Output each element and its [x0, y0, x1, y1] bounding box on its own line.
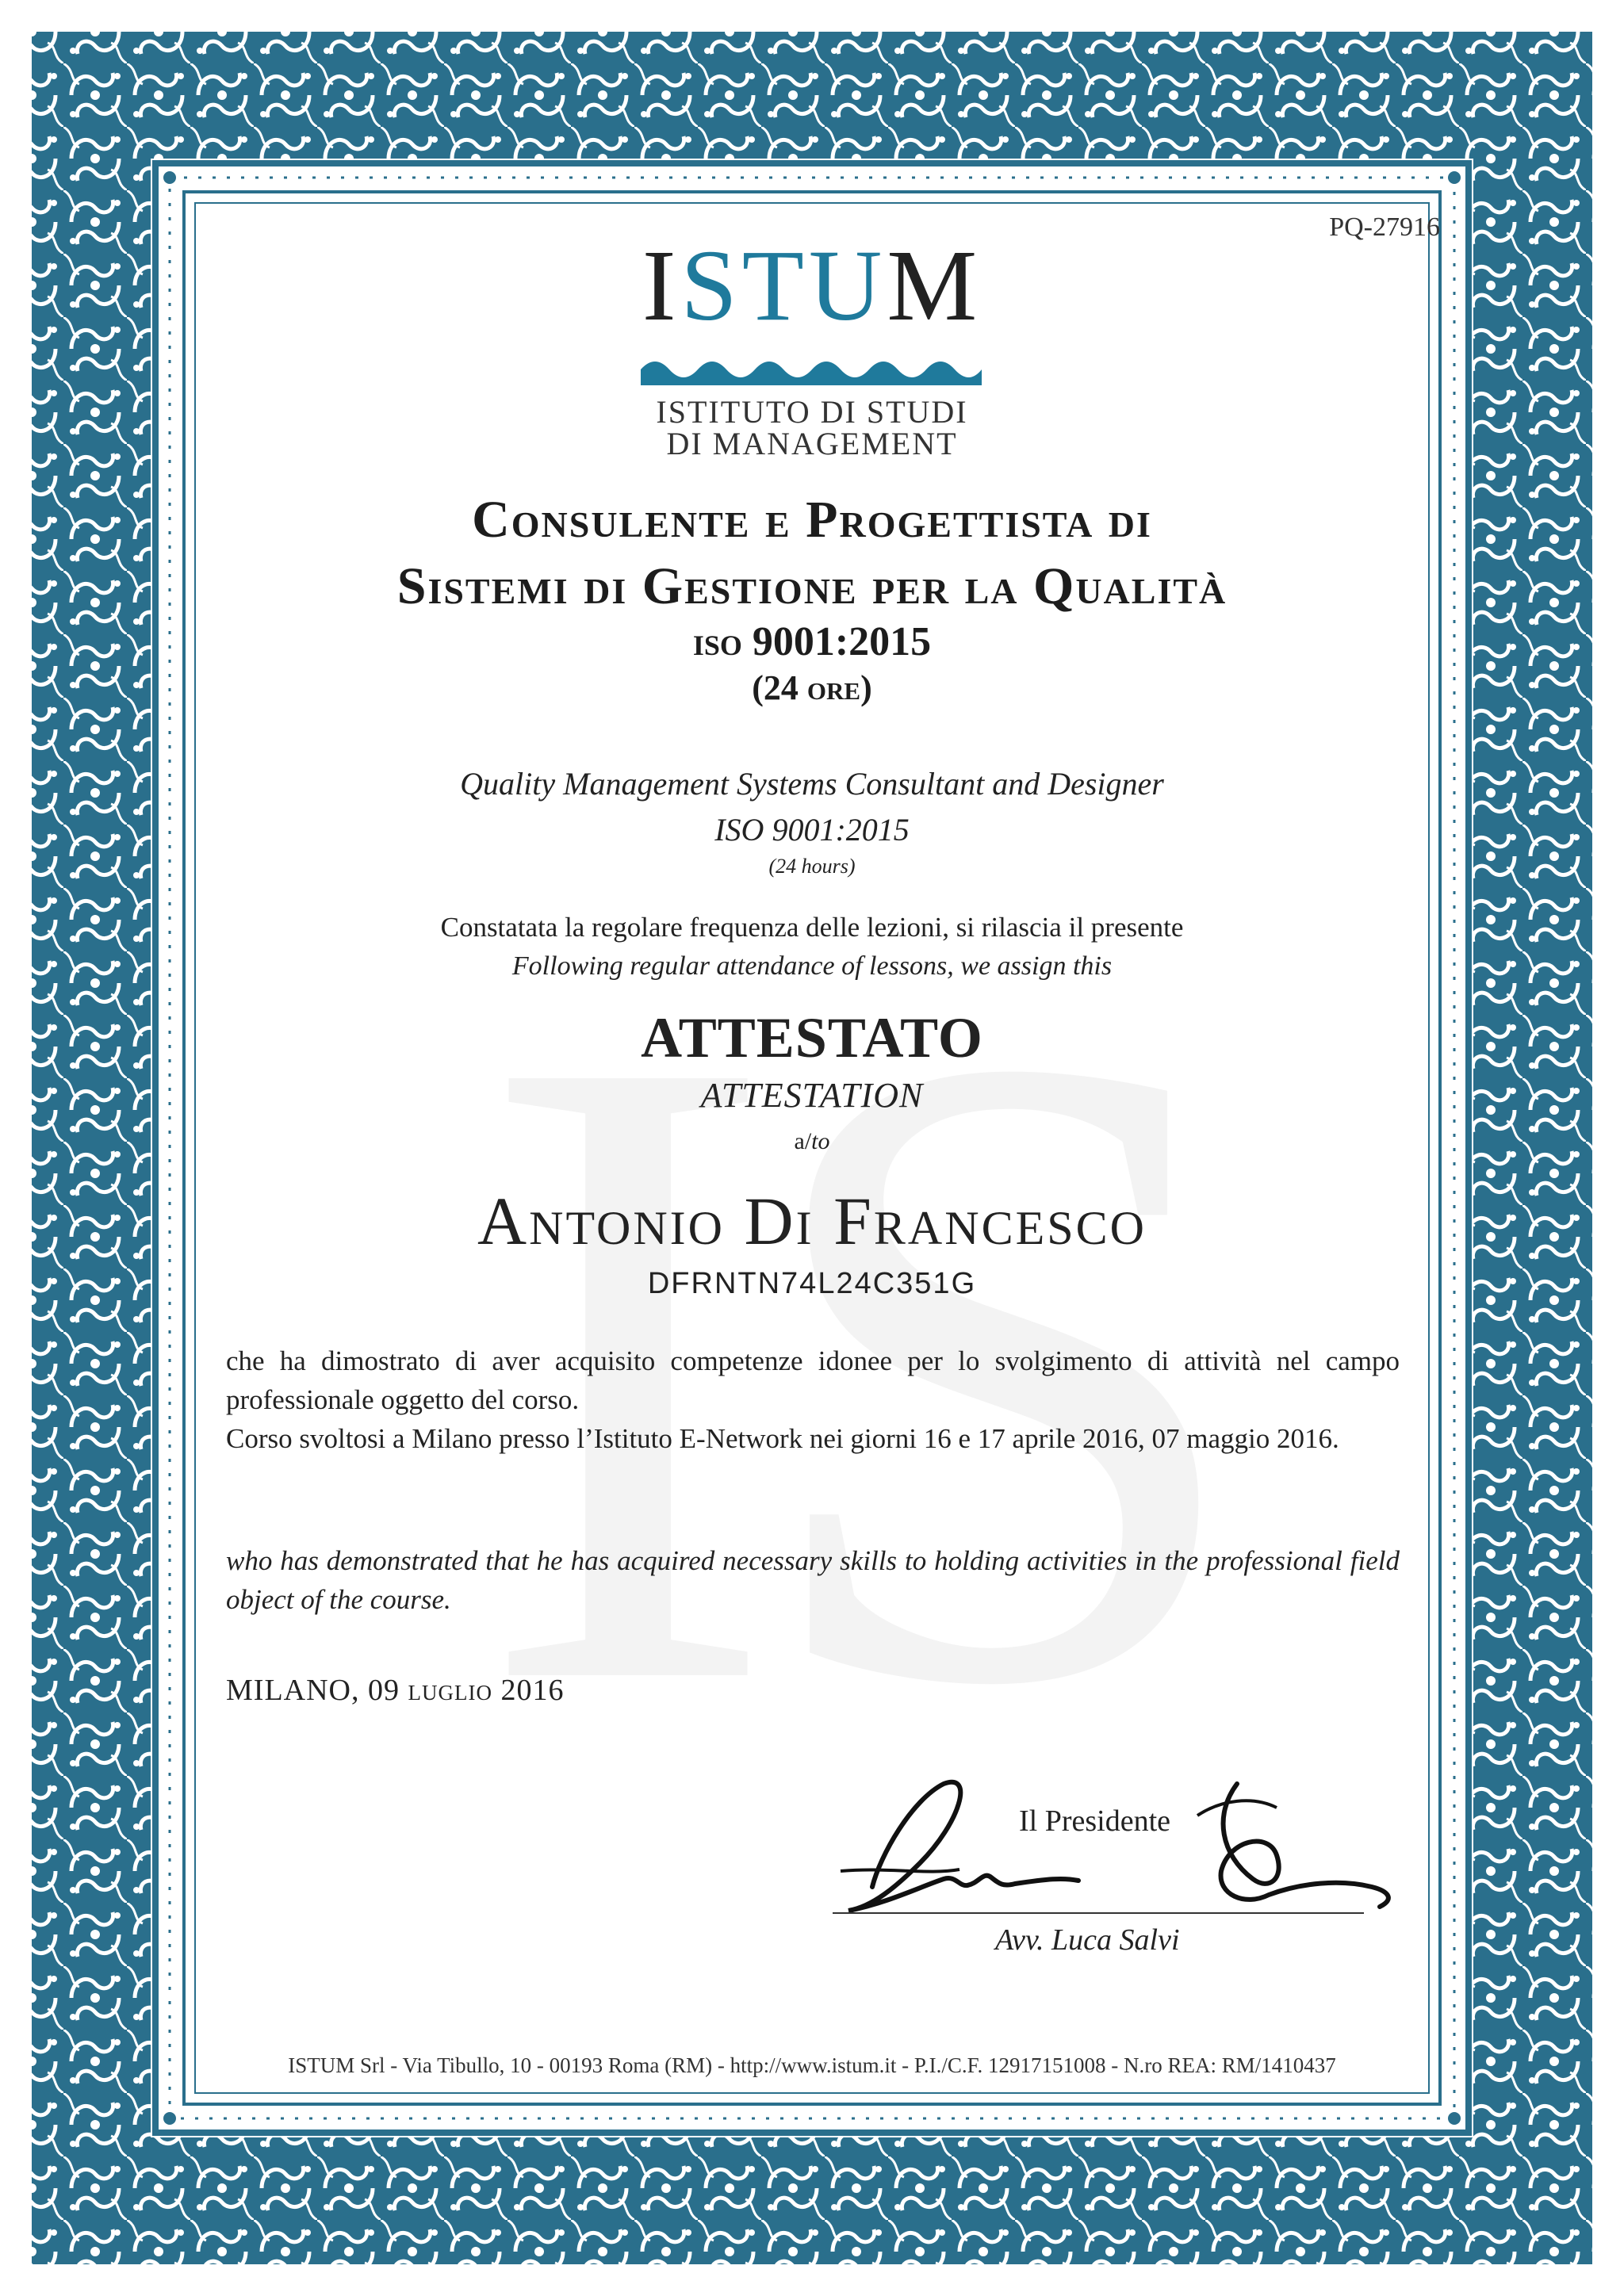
competence-text-it: che ha dimostrato di aver acquisito competenze idonee per lo svolgimento di attività nel campo professionale oggetto del corso. [226, 1345, 1400, 1415]
wave-logo-icon [641, 346, 982, 385]
course-details-it: Corso svoltosi a Milano presso l’Istituto E-Network nei giorni 16 e 17 aprile 2016, 07 maggio 2016. [226, 1423, 1339, 1454]
attestato-heading: ATTESTATO [641, 1006, 983, 1070]
course-title-line1: Consulente e Progettista di [472, 491, 1152, 549]
competence-text-en: who has demonstrated that he has acquired necessary skills to holding activities in the professional field object of the course. [226, 1545, 1400, 1615]
certificate-number: PQ-27916 [1329, 212, 1440, 242]
signer-role: Il Presidente [1019, 1804, 1171, 1838]
attendance-text-it: Constatata la regolare frequenza delle lezioni, si rilascia il presente [440, 912, 1184, 943]
istum-logo: ISTUM [642, 229, 982, 342]
signer-name: Avv. Luca Salvi [995, 1923, 1180, 1957]
course-standard: iso 9001:2015 [692, 619, 932, 664]
logo-subtitle: ISTITUTO DI STUDI DI MANAGEMENT [656, 394, 968, 461]
course-title-line2: Sistemi di Gestione per la Qualità [396, 557, 1228, 615]
recipient-name: Antonio Di Francesco [477, 1183, 1147, 1259]
attestation-heading-en: ATTESTATION [700, 1076, 924, 1115]
recipient-tax-code: DFRNTN74L24C351G [647, 1267, 977, 1300]
footer-company-info: ISTUM Srl - Via Tibullo, 10 - 00193 Roma (RM) - http://www.istum.it - P.I./C.F. 12917151008 - N.ro REA: RM/1410437 [288, 2053, 1336, 2077]
course-title-en: Quality Management Systems Consultant and Designer [460, 766, 1164, 802]
to-label: a/to [794, 1128, 830, 1154]
course-standard-en: ISO 9001:2015 [714, 812, 910, 848]
handwritten-signature [825, 1768, 1411, 1927]
attendance-text-en: Following regular attendance of lessons, we assign this [511, 951, 1113, 981]
course-duration: (24 ore) [752, 668, 872, 707]
signature-line [833, 1912, 1364, 1914]
place-date: MILANO, 09 luglio 2016 [226, 1674, 565, 1707]
course-duration-en: (24 hours) [768, 855, 856, 878]
